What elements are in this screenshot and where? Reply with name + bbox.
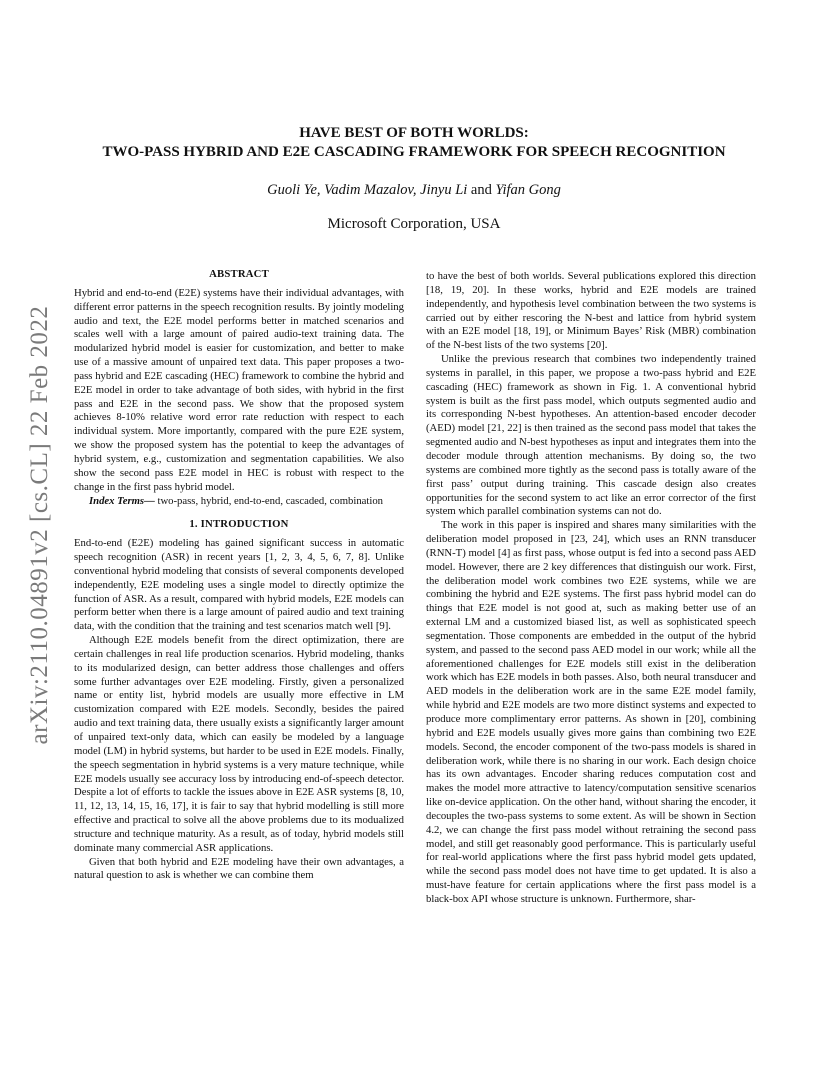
authors-group-1: Guoli Ye, Vadim Mazalov, Jinyu Li [267, 182, 468, 198]
abstract-heading: ABSTRACT [209, 268, 269, 280]
index-terms-label: Index Terms— [88, 494, 155, 507]
authors-group-2: Yifan Gong [495, 182, 561, 198]
arxiv-identifier-text: arXiv:2110.04891v2 [cs.CL] 22 Feb 2022 [26, 305, 53, 745]
right-paragraph-2: Unlike the previous research that combines two independently trained systems in parallel, in this paper, we propose a two-pass hybrid and E2E cascading (HEC) framework as shown in Fig. 1. A conventional hybrid system is built as the first pass model, which outputs segmented audio and its corresponding N-best hypotheses. An attention-based encoder decoder (AED) model [21, 22] is then trained as the second pass model that takes the segmented audio and N-best hypotheses as input and integrates them into the decoder module through attention mechanisms. By doing so, the two systems are combined more tightly as the second pass is totally aware of the first pass’ output during training. This cascade design also creates opportunities for the second system to act like an error corrector of the first system which parallel combination systems can not do. [426, 353, 756, 518]
intro-paragraph-1: End-to-end (E2E) modeling has gained significant success in automatic speech recognition (ASR) in recent years [1, 2, 3, 4, 5, 6, 7, 8]. Unlike conventional hybrid modeling that consists of several components developed independently, E2E modeling uses a single model to directly optimize the function of ASR. As a result, compared with hybrid models, E2E models can perform better when there is a large amount of paired audio and text training data, with the condition that the training and test scenarios match well [9]. [74, 537, 404, 633]
arxiv-identifier-stamp [22, 290, 58, 760]
author-list [60, 181, 768, 199]
introduction-heading: 1. INTRODUCTION [189, 518, 289, 531]
intro-paragraph-3: Given that both hybrid and E2E modeling have their own advantages, a natural question to ask is whether we can combine them [74, 855, 404, 882]
right-paragraph-3: The work in this paper is inspired and shares many similarities with the deliberation model proposed in [23, 24], which uses an RNN transducer (RNN-T) model [4] as first pass, whose output is fed into a second pass AED model. However, there are 2 key differences that distinguish our work. First, the deliberation model work combines two E2E systems, while we are combining the hybrid and E2E systems. The first pass hybrid model can do things that E2E model is not good at, such as making better use of an external LM and a customized biased list, as well as sophisticated speech segmentation. Those components are embedded in the output of the hybrid system, and passed to the second pass AED model in our work; while all the aforementioned challenges for E2E models still exist in the deliberation work which has E2E models in both passes. Also, both neural transducer and AED models in the deliberation work are in the same E2E model family, while hybrid and E2E models are two more distinct systems and expected to produce more complimentary error patterns. As shown in [20], combining hybrid and E2E models usually gives more gains than combining two E2E models. Second, the encoder component of the two-pass models is shared in deliberation work, while there is no sharing in our work. Each design choice has its own advantages. Encoder sharing reduces computation cost and makes the model more attractive to latency/computation sensitive scenarios like on-device application. On the other hand, without sharing the encoder, it decouples the two-pass systems to some extent. As will be shown in Section 4.2, we can change the first pass model without retraining the second pass model, and still get reasonably good performance. This is particularly useful for real-world applications where the first pass hybrid model gets updated, while the second pass model does not have time to get updated. It is also a must-have feature for certain applications where the first pass model is a black-box API whose structure is unknown. Furthermore, shar- [426, 519, 756, 905]
abstract-text: Hybrid and end-to-end (E2E) systems have their individual advantages, with different error patterns in the speech recognition results. By jointly modeling audio and text, the E2E model performs better in matched scenarios and scales well with a large amount of paired audio-text training data. The modularized hybrid model is easier for customization, and better to make use of a massive amount of unpaired text data. This paper proposes a two-pass hybrid and E2E cascading (HEC) framework to combine the hybrid and E2E model in order to take advantage of both sides, with hybrid in the first pass and E2E in the second pass. We show that the proposed system achieves 8-10% relative word error rate reduction with respect to each individual system. More importantly, compared with the pure E2E system, we show the proposed system has the potential to keep the advantages of hybrid system, e.g., customization and segmentation capabilities. We also show the second pass E2E model in HEC is robust with respect to the change in the first pass hybrid model. [74, 286, 404, 493]
right-column [426, 270, 756, 907]
left-column [74, 268, 404, 883]
affiliation: Microsoft Corporation, USA [327, 216, 501, 232]
intro-paragraph-2: Although E2E models benefit from the direct optimization, there are certain challenges in real life production scenarios. Hybrid modeling, thanks to its modularized design, can better address those challenges and offers some further advantages over E2E modeling. Firstly, given a personalized name or entity list, hybrid models are usually more effective in LM customization compared with E2E models. Secondly, besides the paired audio and text training data, there usually exists a significantly larger amount of unpaired text-only data, which can easily be modeled by a language model (LM) in hybrid systems, but harder to be used in E2E models. Finally, the speech segmentation in hybrid systems is a very mature technique, while E2E models usually see accuracy loss by introducing end-of-speech detector. Despite a lot of efforts to tackle the issues above in E2E ASR systems [8, 10, 11, 12, 13, 14, 15, 16, 17], it is fair to say that hybrid modelling is still more effective and practical to solve all the above problems due to its modualized structure and technique maturity. As a result, as of today, hybrid models still dominate many commercial ASR applications. [74, 634, 404, 854]
index-terms-list: two-pass, hybrid, end-to-end, cascaded, combination [154, 494, 384, 507]
index-terms [74, 495, 404, 509]
title-line-1: HAVE BEST OF BOTH WORLDS: [299, 125, 529, 141]
paper-title [60, 124, 768, 162]
title-line-2: TWO-PASS HYBRID AND E2E CASCADING FRAMEWORK FOR SPEECH RECOGNITION [102, 144, 726, 160]
right-paragraph-1: to have the best of both worlds. Several publications explored this direction [18, 19, 20]. In these works, hybrid and E2E models are trained independently, and hypothesis level combination between the two systems is carried out by either rescoring the N-best and lattice from hybrid system with an E2E model [18, 19], or Minimum Bayes’ Risk (MBR) combination of the N-best lists of the two systems [20]. [426, 270, 756, 352]
authors-conjunction: and [467, 182, 496, 198]
